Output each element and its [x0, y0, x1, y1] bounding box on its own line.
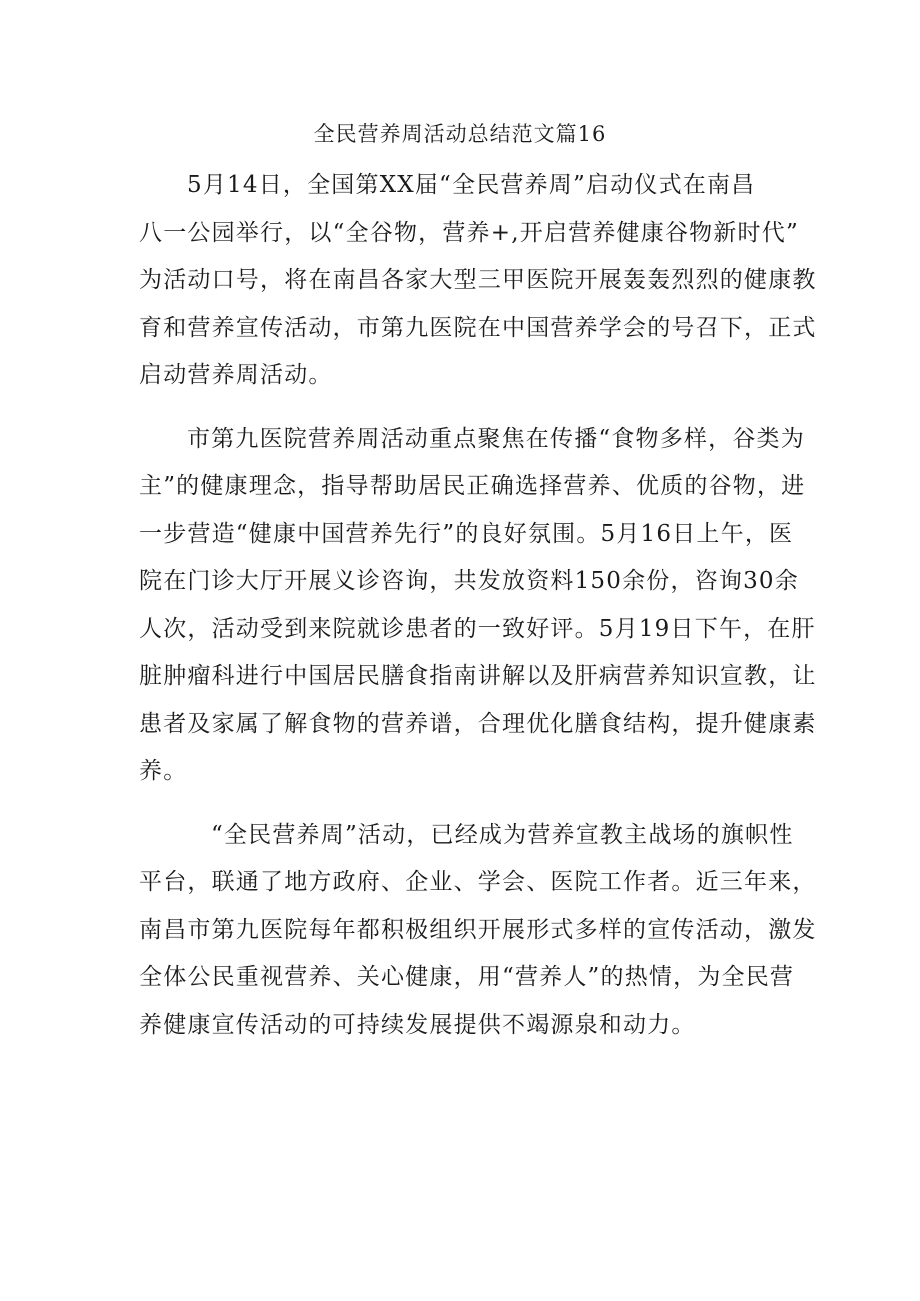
paragraph-line: 育和营养宣传活动，市第九医院在中国营养学会的号召下，正式 — [139, 314, 817, 341]
paragraph-line: 人次，活动受到来院就诊患者的一致好评。5月19日下午，在肝 — [139, 615, 816, 642]
paragraph-line: 市第九医院营养周活动重点聚焦在传播“食物多样，谷类为 — [187, 425, 805, 452]
paragraph-line: 主”的健康理念，指导帮助居民正确选择营养、优质的谷物，进 — [139, 473, 806, 499]
paragraph-line: 一步营造“健康中国营养先行”的良好氛围。5月16日上午，医 — [139, 520, 794, 547]
paragraph — [139, 416, 817, 796]
paragraph-line: 患者及家属了解食物的营养谱，合理优化膳食结构，提升健康素 — [139, 710, 817, 737]
paragraph-line: 养健康宣传活动的可持续发展提供不竭源泉和动力。 — [139, 1011, 696, 1038]
paragraph — [139, 812, 817, 1050]
paragraph-line: 脏肿瘤科进行中国居民膳食指南讲解以及肝病营养知识宣教，让 — [139, 663, 817, 689]
document-title: 全民营养周活动总结范文篇16 — [313, 122, 607, 146]
paragraph-line: 平台，联通了地方政府、企业、学会、医院工作者。近三年来， — [139, 869, 817, 895]
document-body — [139, 162, 817, 1065]
paragraph — [139, 162, 817, 400]
paragraph-line: 启动营养周活动。 — [139, 362, 333, 388]
paragraph-line: 南昌市第九医院每年都积极组织开展形式多样的宣传活动，激发 — [139, 916, 817, 943]
paragraph-line: 院在门诊大厅开展义诊咨询，共发放资料150余份，咨询30余 — [139, 568, 799, 594]
paragraph-line: “全民营养周”活动，已经成为营养宣教主战场的旗帜性 — [211, 821, 794, 848]
paragraph-line: 养。 — [139, 758, 188, 784]
paragraph-line: 为活动口号，将在南昌各家大型三甲医院开展轰轰烈烈的健康教 — [139, 267, 817, 293]
paragraph-line: 八一公园举行，以“全谷物，营养+,开启营养健康谷物新时代” — [139, 219, 799, 246]
paragraph-line: 全体公民重视营养、关心健康，用“营养人”的热情，为全民营 — [139, 964, 795, 990]
paragraph-line: 5月14日，全国第XX届“全民营养周”启动仪式在南昌 — [187, 172, 756, 198]
